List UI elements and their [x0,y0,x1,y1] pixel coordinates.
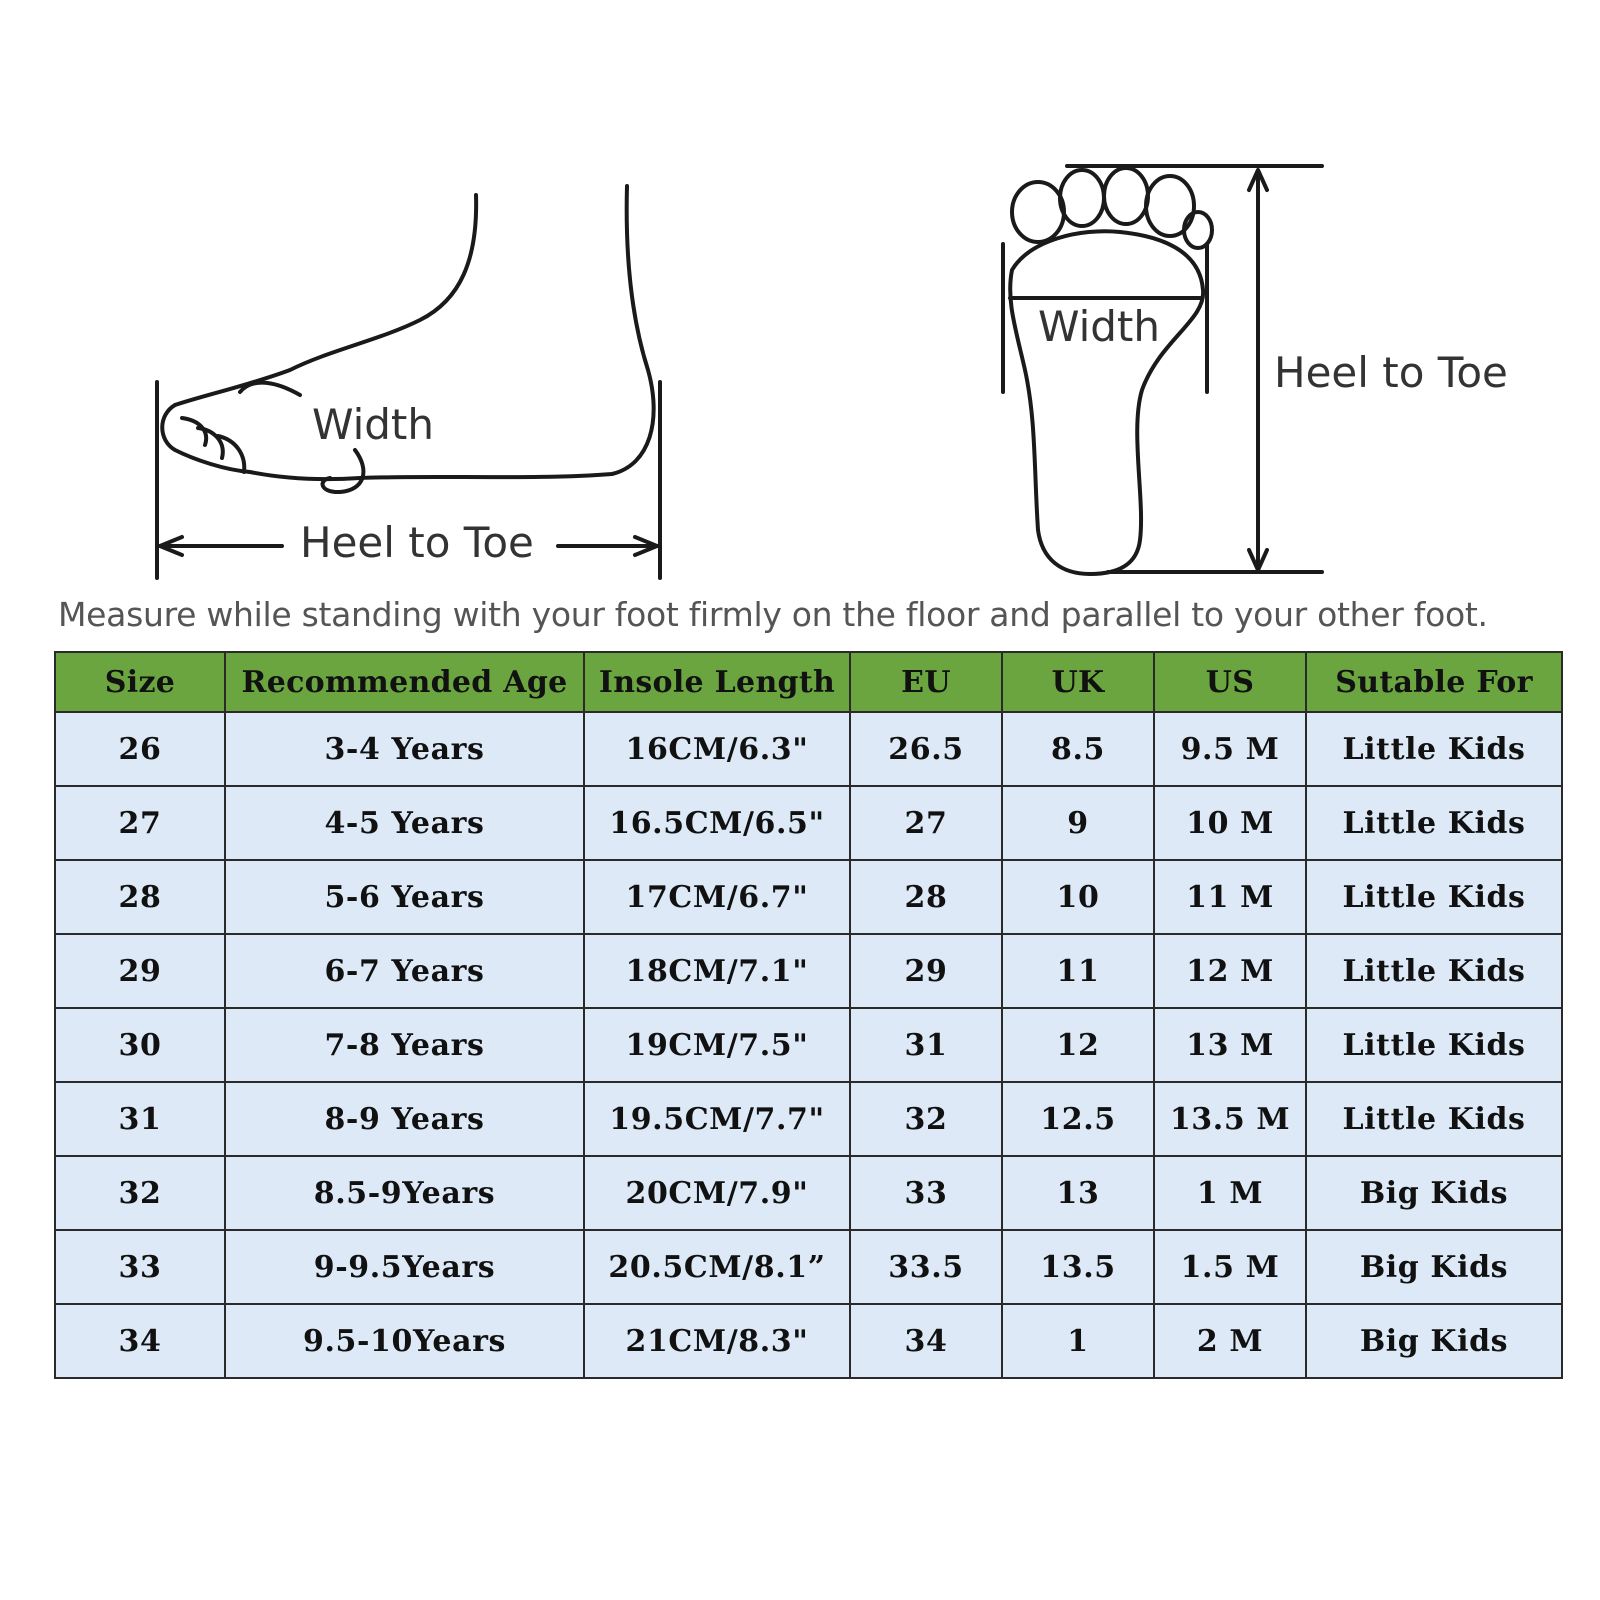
table-row [55,1082,1562,1156]
cell-insole: 20CM/7.9" [584,1156,850,1230]
header-suitable-for: Sutable For [1306,652,1562,712]
foot-diagram-svg [0,0,1600,640]
cell-uk: 8.5 [1002,712,1154,786]
cell-suitable: Little Kids [1306,712,1562,786]
cell-insole: 18CM/7.1" [584,934,850,1008]
table-row [55,860,1562,934]
cell-uk: 10 [1002,860,1154,934]
side-width-label: Width [312,400,435,449]
cell-age: 3-4 Years [225,712,584,786]
cell-size: 33 [55,1230,225,1304]
cell-us: 13.5 M [1154,1082,1306,1156]
header-uk: UK [1002,652,1154,712]
cell-insole: 16CM/6.3" [584,712,850,786]
cell-uk: 11 [1002,934,1154,1008]
cell-uk: 12.5 [1002,1082,1154,1156]
table-row [55,1304,1562,1378]
cell-eu: 27 [850,786,1002,860]
header-recommended-age: Recommended Age [225,652,584,712]
cell-age: 9-9.5Years [225,1230,584,1304]
size-chart-table [54,651,1563,1379]
cell-age: 5-6 Years [225,860,584,934]
cell-eu: 31 [850,1008,1002,1082]
cell-insole: 21CM/8.3" [584,1304,850,1378]
side-length-label: Heel to Toe [300,518,534,567]
cell-size: 28 [55,860,225,934]
cell-uk: 1 [1002,1304,1154,1378]
cell-insole: 19.5CM/7.7" [584,1082,850,1156]
measuring-instruction: Measure while standing with your foot firmly on the floor and parallel to your other foot. [58,595,1488,634]
cell-us: 1 M [1154,1156,1306,1230]
cell-suitable: Big Kids [1306,1230,1562,1304]
cell-us: 1.5 M [1154,1230,1306,1304]
cell-us: 9.5 M [1154,712,1306,786]
cell-age: 9.5-10Years [225,1304,584,1378]
cell-suitable: Little Kids [1306,1008,1562,1082]
cell-eu: 34 [850,1304,1002,1378]
cell-suitable: Little Kids [1306,1082,1562,1156]
cell-eu: 26.5 [850,712,1002,786]
header-insole-length: Insole Length [584,652,850,712]
cell-insole: 19CM/7.5" [584,1008,850,1082]
cell-insole: 17CM/6.7" [584,860,850,934]
cell-us: 12 M [1154,934,1306,1008]
cell-size: 29 [55,934,225,1008]
table-row [55,1156,1562,1230]
cell-age: 4-5 Years [225,786,584,860]
table-row [55,786,1562,860]
cell-insole: 16.5CM/6.5" [584,786,850,860]
cell-suitable: Big Kids [1306,1156,1562,1230]
cell-insole: 20.5CM/8.1” [584,1230,850,1304]
header-us: US [1154,652,1306,712]
cell-eu: 29 [850,934,1002,1008]
cell-eu: 33 [850,1156,1002,1230]
table-row [55,934,1562,1008]
cell-size: 27 [55,786,225,860]
cell-eu: 32 [850,1082,1002,1156]
cell-us: 10 M [1154,786,1306,860]
cell-us: 2 M [1154,1304,1306,1378]
table-row [55,1230,1562,1304]
table-row [55,712,1562,786]
cell-suitable: Little Kids [1306,786,1562,860]
cell-eu: 33.5 [850,1230,1002,1304]
cell-suitable: Big Kids [1306,1304,1562,1378]
cell-suitable: Little Kids [1306,860,1562,934]
cell-size: 30 [55,1008,225,1082]
cell-uk: 9 [1002,786,1154,860]
cell-size: 34 [55,1304,225,1378]
header-eu: EU [850,652,1002,712]
cell-size: 31 [55,1082,225,1156]
cell-uk: 13 [1002,1156,1154,1230]
table-header-row [55,652,1562,712]
header-size: Size [55,652,225,712]
cell-uk: 13.5 [1002,1230,1154,1304]
top-length-label: Heel to Toe [1274,348,1508,397]
cell-age: 8-9 Years [225,1082,584,1156]
cell-suitable: Little Kids [1306,934,1562,1008]
cell-eu: 28 [850,860,1002,934]
foot-measurement-diagram [0,0,1600,640]
cell-us: 13 M [1154,1008,1306,1082]
cell-age: 8.5-9Years [225,1156,584,1230]
cell-size: 26 [55,712,225,786]
cell-size: 32 [55,1156,225,1230]
cell-us: 11 M [1154,860,1306,934]
table-row [55,1008,1562,1082]
cell-age: 7-8 Years [225,1008,584,1082]
cell-uk: 12 [1002,1008,1154,1082]
cell-age: 6-7 Years [225,934,584,1008]
top-width-label: Width [1038,302,1161,351]
